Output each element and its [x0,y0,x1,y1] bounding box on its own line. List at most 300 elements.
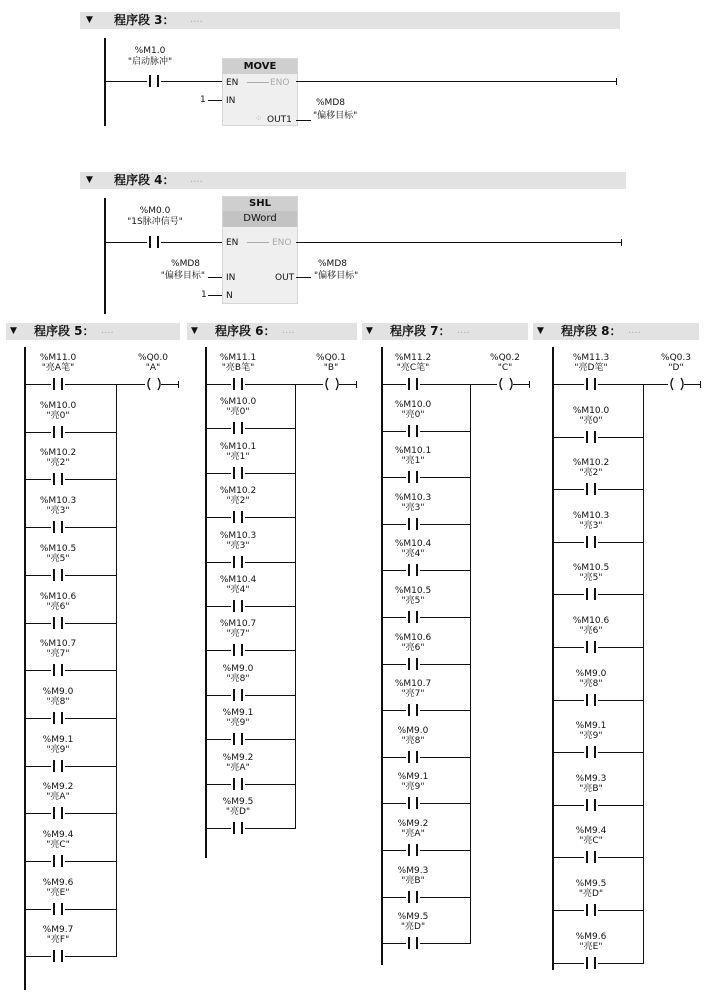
contact-name: "启动脉冲" [127,57,173,67]
or-branch-bar [643,384,644,964]
contact-address: %M10.7 [219,619,257,629]
contact-name: "亮5" [579,573,603,583]
rung-wire [25,527,51,528]
rung-wire [105,242,147,243]
rung-wire [245,650,295,651]
rung-wire [420,943,470,944]
rung-wire [598,384,668,385]
rung-wire [25,623,51,624]
contact-address: %M9.0 [42,687,74,697]
no-contact-symbol[interactable] [51,664,65,676]
collapse-arrow-icon[interactable]: ▼ [86,15,93,25]
rung-end-tick [621,239,622,246]
contact-address: %M10.3 [39,496,77,506]
contact-address: %M10.4 [219,575,257,585]
rung-end-tick [356,381,357,388]
contact-name: "亮2" [226,496,250,506]
rung-wire [420,477,470,478]
contact-name: "亮2" [579,468,603,478]
rung-wire [245,784,295,785]
contact-name: "亮8" [46,697,70,707]
no-contact-symbol[interactable] [51,569,65,581]
contact-name: "亮1" [226,452,250,462]
no-contact-symbol[interactable] [406,611,420,623]
rung-wire [245,517,295,518]
rung-wire [598,963,643,964]
rung-wire [206,606,231,607]
no-contact-symbol[interactable] [147,236,161,248]
rung-wire [553,805,584,806]
contact-address: %M10.0 [572,406,610,416]
contact-name: "亮A" [226,763,250,773]
segment-5-header[interactable] [6,323,180,340]
rung-wire [206,473,231,474]
rung-wire [598,910,643,911]
contact-address: %M9.7 [42,925,74,935]
coil-name: "D" [668,363,684,373]
rung-wire [105,81,147,82]
rung-wire [296,242,622,243]
out-address[interactable]: %MD8 [316,98,345,108]
rung-wire [598,805,643,806]
rung-wire [598,752,643,753]
rung-wire [382,943,406,944]
out-marker-icon: ⁘ [255,114,263,124]
contact-address: %M1.0 [134,46,166,56]
no-contact-symbol[interactable] [584,694,598,706]
rung-wire [65,718,116,719]
rung-wire [245,562,295,563]
coil-address: %Q0.3 [661,353,691,363]
contact-name: "亮D" [225,807,251,817]
no-contact-symbol[interactable] [584,641,598,653]
contact-name: "亮0" [46,411,70,421]
contact-name: "亮D" [400,922,426,932]
rung-wire [65,813,116,814]
no-contact-symbol[interactable] [584,799,598,811]
in-value[interactable]: 1 [200,95,206,105]
no-contact-symbol[interactable] [406,751,420,763]
no-contact-symbol[interactable] [406,425,420,437]
segment-title: 程序段 4： [114,173,175,187]
no-contact-symbol[interactable] [231,422,245,434]
no-contact-symbol[interactable] [51,378,65,390]
rung-wire [382,850,406,851]
en-eno-wire [247,82,269,83]
rung-wire [382,384,406,385]
segment-4-header[interactable] [80,172,626,189]
eno-pin: ENO [272,238,292,248]
contact-address: %M9.2 [42,782,74,792]
rung-wire [382,431,406,432]
rung-wire [65,432,116,433]
segment-title: 程序段 8： [561,324,622,338]
rung-wire [382,570,406,571]
contact-name: "亮4" [226,585,250,595]
rung-wire [382,710,406,711]
rung-wire [25,384,51,385]
contact-address: %M10.3 [572,511,610,521]
rung-wire [420,384,497,385]
contact-name: "亮3" [579,521,603,531]
contact-address: %M9.0 [222,664,254,674]
rung-wire [206,739,231,740]
rung-wire [339,384,356,385]
in-wire [208,277,222,278]
out-address[interactable]: %MD8 [318,259,347,269]
coil-address: %Q0.2 [490,353,520,363]
contact-address: %M10.1 [219,442,257,452]
no-contact-symbol[interactable] [406,518,420,530]
rung-wire [245,473,295,474]
rung-wire [420,803,470,804]
no-contact-symbol[interactable] [231,600,245,612]
in-wire [208,100,222,101]
rung-wire [382,524,406,525]
rung-wire [553,647,584,648]
segment-3-header[interactable] [80,12,620,29]
rung-wire [382,617,406,618]
or-branch-bar [295,384,296,829]
segment-comment[interactable]: .... [101,325,114,336]
no-contact-symbol[interactable] [584,957,598,969]
contact-name: "亮D" [578,889,604,899]
no-contact-symbol[interactable] [584,746,598,758]
rung-end-tick [529,381,530,388]
segment-title: 程序段 5： [34,324,95,338]
contact-address: %M10.2 [572,458,610,468]
no-contact-symbol[interactable] [51,712,65,724]
contact-address: %M10.5 [394,586,432,596]
contact-name: "亮C" [46,840,70,850]
contact-name: "亮8" [226,674,250,684]
no-contact-symbol[interactable] [231,556,245,568]
power-rail [104,198,106,314]
contact-address: %M9.3 [397,866,429,876]
rung-wire [598,857,643,858]
contact-name: "亮6" [579,626,603,636]
contact-address: %M9.1 [222,708,254,718]
no-contact-symbol[interactable] [51,617,65,629]
power-rail [24,347,26,990]
power-rail [104,38,106,126]
contact-name: "亮7" [46,649,70,659]
rung-wire [420,664,470,665]
en-pin: EN [226,238,239,248]
collapse-arrow-icon[interactable]: ▼ [191,326,198,336]
contact-name: "亮9" [226,718,250,728]
rung-wire [382,477,406,478]
no-contact-symbol[interactable] [406,471,420,483]
no-contact-symbol[interactable] [231,822,245,834]
rung-wire [65,575,116,576]
segment-comment[interactable]: .... [457,325,470,336]
rung-wire [206,517,231,518]
contact-name: "亮5" [401,596,425,606]
rung-wire [420,617,470,618]
no-contact-symbol[interactable] [584,431,598,443]
shl-block[interactable] [222,196,298,304]
out-wire [296,277,311,278]
collapse-arrow-icon[interactable]: ▼ [537,326,544,336]
out-name[interactable]: "偏移目标" [314,271,359,281]
contact-address: %M9.2 [397,819,429,829]
contact-name: "亮4" [401,549,425,559]
rung-wire [598,542,643,543]
contact-address: %M9.0 [575,669,607,679]
segment-title: 程序段 3： [114,13,175,27]
contact-address: %M10.3 [219,531,257,541]
contact-address: %M10.3 [394,493,432,503]
contact-address: %M9.4 [42,830,74,840]
rung-wire [206,384,231,385]
rung-wire [553,752,584,753]
coil-name: "A" [145,363,161,373]
rung-wire [420,710,470,711]
rung-wire [553,489,584,490]
no-contact-symbol[interactable] [406,378,420,390]
rung-wire [65,956,116,957]
rung-wire [25,813,51,814]
contact-address: %M11.0 [39,353,77,363]
segment-8-header[interactable] [533,323,699,340]
no-contact-symbol[interactable] [406,844,420,856]
rung-wire [65,527,116,528]
in-name[interactable]: "偏移目标" [160,271,205,281]
rung-wire [65,384,145,385]
rung-wire [245,428,295,429]
contact-address: %M9.0 [397,726,429,736]
contact-name: "亮A" [46,792,70,802]
contact-name: "亮A笔" [41,363,75,373]
contact-name: "亮8" [579,679,603,689]
contact-name: "亮3" [401,503,425,513]
contact-name: "亮2" [46,458,70,468]
rung-wire [420,757,470,758]
no-contact-symbol[interactable] [231,511,245,523]
no-contact-symbol[interactable] [51,473,65,485]
contact-name: "亮3" [226,541,250,551]
rung-wire [65,861,116,862]
contact-name: "1S脉冲信号" [127,217,183,227]
rung-wire [25,861,51,862]
contact-name: "亮7" [226,629,250,639]
contact-name: "亮6" [46,602,70,612]
contact-name: "亮E" [579,942,603,952]
rung-wire [553,963,584,964]
rung-wire [206,650,231,651]
contact-name: "亮C" [579,836,603,846]
coil-name: "C" [497,363,513,373]
contact-name: "亮1" [401,456,425,466]
n-wire [208,295,222,296]
rung-wire [382,803,406,804]
contact-address: %M11.1 [219,353,257,363]
rung-wire [161,384,178,385]
coil-address: %Q0.0 [138,353,168,363]
rung-wire [245,606,295,607]
rung-wire [598,489,643,490]
contact-address: %M10.0 [394,400,432,410]
segment-title: 程序段 6： [215,324,276,338]
rung-wire [25,670,51,671]
contact-name: "亮7" [401,689,425,699]
or-branch-bar [470,384,471,944]
rung-wire [65,670,116,671]
contact-address: %M9.5 [222,797,254,807]
rung-wire [553,542,584,543]
no-contact-symbol[interactable] [147,75,161,87]
rung-wire [25,956,51,957]
no-contact-symbol[interactable] [51,807,65,819]
no-contact-symbol[interactable] [406,564,420,576]
no-contact-symbol[interactable] [231,644,245,656]
rung-wire [684,384,700,385]
no-contact-symbol[interactable] [584,904,598,916]
segment-7-header[interactable] [362,323,528,340]
no-contact-symbol[interactable] [51,426,65,438]
no-contact-symbol[interactable] [51,760,65,772]
rung-wire [206,562,231,563]
rung-wire [65,623,116,624]
rung-wire [420,850,470,851]
eno-pin: ENO [270,78,290,88]
contact-name: "亮0" [401,410,425,420]
in-pin: IN [226,96,236,106]
no-contact-symbol[interactable] [584,483,598,495]
rung-wire [25,479,51,480]
no-contact-symbol[interactable] [51,950,65,962]
no-contact-symbol[interactable] [584,851,598,863]
rung-wire [206,784,231,785]
segment-6-header[interactable] [187,323,357,340]
no-contact-symbol[interactable] [584,536,598,548]
rung-wire [598,647,643,648]
contact-address: %M11.3 [572,353,610,363]
rung-wire [206,695,231,696]
no-contact-symbol[interactable] [231,733,245,745]
block-type[interactable]: DWord [223,211,297,227]
segment-comment[interactable]: .... [190,14,203,25]
contact-name: "亮8" [401,736,425,746]
rung-wire [382,757,406,758]
collapse-arrow-icon[interactable]: ▼ [366,326,373,336]
collapse-arrow-icon[interactable]: ▼ [10,326,17,336]
out-pin: OUT [275,273,295,283]
out1-pin: OUT1 [267,115,292,125]
no-contact-symbol[interactable] [584,378,598,390]
rung-wire [25,766,51,767]
rung-end-tick [616,78,617,85]
segment-comment[interactable]: .... [628,325,641,336]
no-contact-symbol[interactable] [231,689,245,701]
no-contact-symbol[interactable] [406,937,420,949]
contact-name: "亮9" [401,782,425,792]
rung-wire [420,570,470,571]
rung-wire [25,718,51,719]
contact-name: "亮E" [46,888,70,898]
contact-address: %M10.2 [219,486,257,496]
in-address[interactable]: %MD8 [171,259,200,269]
contact-name: "亮D笔" [574,363,608,373]
contact-name: "亮A" [401,829,425,839]
en-eno-wire [247,242,269,243]
no-contact-symbol[interactable] [51,903,65,915]
rung-wire [553,700,584,701]
rung-end-tick [700,381,701,388]
rung-wire [65,479,116,480]
rung-wire [420,897,470,898]
no-contact-symbol[interactable] [231,378,245,390]
out-name[interactable]: "偏移目标" [313,111,358,121]
no-contact-symbol[interactable] [51,521,65,533]
in-pin: IN [226,273,236,283]
rung-wire [382,897,406,898]
contact-name: "亮9" [46,745,70,755]
contact-name: "亮F" [46,935,70,945]
rung-wire [420,524,470,525]
rung-wire [206,428,231,429]
segment-comment[interactable]: .... [190,174,203,185]
contact-address: %M9.3 [575,774,607,784]
power-rail [205,347,207,858]
rung-wire [245,695,295,696]
no-contact-symbol[interactable] [406,658,420,670]
rung-wire [25,575,51,576]
contact-name: "亮B" [579,784,603,794]
no-contact-symbol[interactable] [406,891,420,903]
rung-wire [245,384,323,385]
segment-comment[interactable]: .... [282,325,295,336]
contact-address: %M9.1 [42,735,74,745]
no-contact-symbol[interactable] [231,467,245,479]
no-contact-symbol[interactable] [406,797,420,809]
rung-wire [553,857,584,858]
block-title: SHL [223,197,297,211]
no-contact-symbol[interactable] [406,704,420,716]
rung-wire [161,81,222,82]
contact-name: "亮9" [579,731,603,741]
block-title: MOVE [223,59,297,74]
no-contact-symbol[interactable] [584,588,598,600]
collapse-arrow-icon[interactable]: ▼ [86,175,93,185]
n-value[interactable]: 1 [201,290,207,300]
power-rail [552,347,554,970]
rung-end-tick [178,381,179,388]
rung-wire [25,909,51,910]
contact-name: "亮5" [46,554,70,564]
contact-name: "亮6" [401,643,425,653]
no-contact-symbol[interactable] [51,855,65,867]
rung-wire [65,909,116,910]
contact-address: %M10.7 [394,679,432,689]
contact-address: %M10.0 [39,401,77,411]
contact-address: %M9.1 [397,772,429,782]
contact-name: "亮B" [401,876,425,886]
contact-address: %M9.1 [575,721,607,731]
no-contact-symbol[interactable] [231,778,245,790]
coil-name: "B" [323,363,339,373]
contact-name: "亮3" [46,506,70,516]
contact-address: %M9.5 [397,912,429,922]
coil-address: %Q0.1 [316,353,346,363]
en-pin: EN [226,78,239,88]
rung-wire [553,437,584,438]
contact-address: %M10.0 [219,397,257,407]
contact-address: %M11.2 [394,353,432,363]
out-wire [296,120,311,121]
contact-address: %M10.6 [39,592,77,602]
